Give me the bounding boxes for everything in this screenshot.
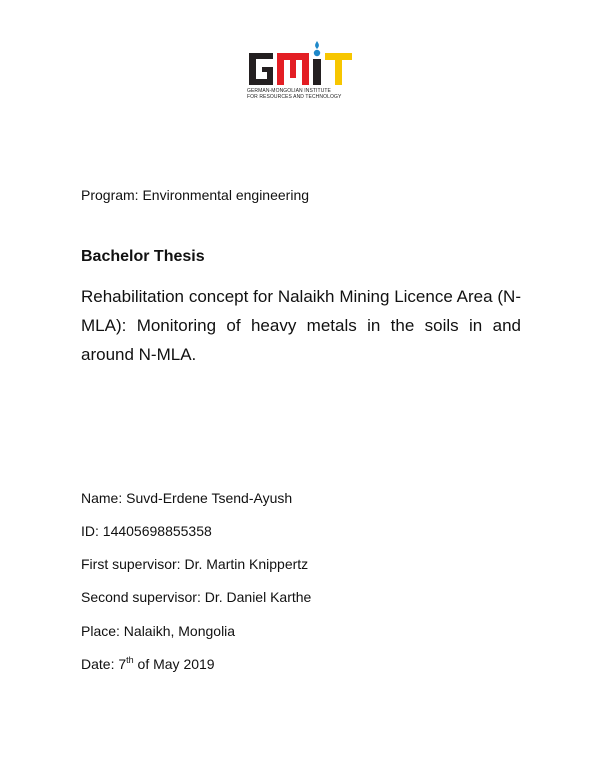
gmit-logo [247, 38, 355, 102]
flame-icon [315, 41, 319, 49]
gmit-logo-mark [247, 38, 355, 88]
second-supervisor: Second supervisor: Dr. Daniel Karthe [81, 589, 312, 605]
date-suffix: of May 2019 [133, 656, 215, 672]
logo-dot-icon [314, 50, 320, 56]
logo-letter-t [325, 53, 352, 85]
logo-caption [247, 89, 355, 100]
logo-letter-g [249, 53, 273, 85]
place: Place: Nalaikh, Mongolia [81, 623, 236, 639]
thesis-type-heading: Bachelor Thesis [81, 248, 205, 265]
first-supervisor: First supervisor: Dr. Martin Knippertz [81, 556, 309, 572]
submission-date [81, 655, 215, 673]
logo-letter-i [313, 59, 321, 85]
logo-caption-line1: GERMAN-MONGOLIAN INSTITUTE [247, 88, 331, 94]
student-name: Name: Suvd-Erdene Tsend-Ayush [81, 490, 293, 506]
date-prefix: Date: 7 [81, 656, 127, 672]
program-label: Program: Environmental engineering [81, 187, 310, 203]
logo-caption-line2: FOR RESOURCES AND TECHNOLOGY [247, 93, 342, 100]
thesis-title: Rehabilitation concept for Nalaikh Mining Licence Area (N-MLA): Monitoring of heavy metals in the soils in and around N-MLA. [81, 287, 521, 364]
logo-letter-m [277, 53, 309, 85]
date-superscript: th [126, 655, 134, 665]
student-id: ID: 14405698855358 [81, 523, 212, 539]
